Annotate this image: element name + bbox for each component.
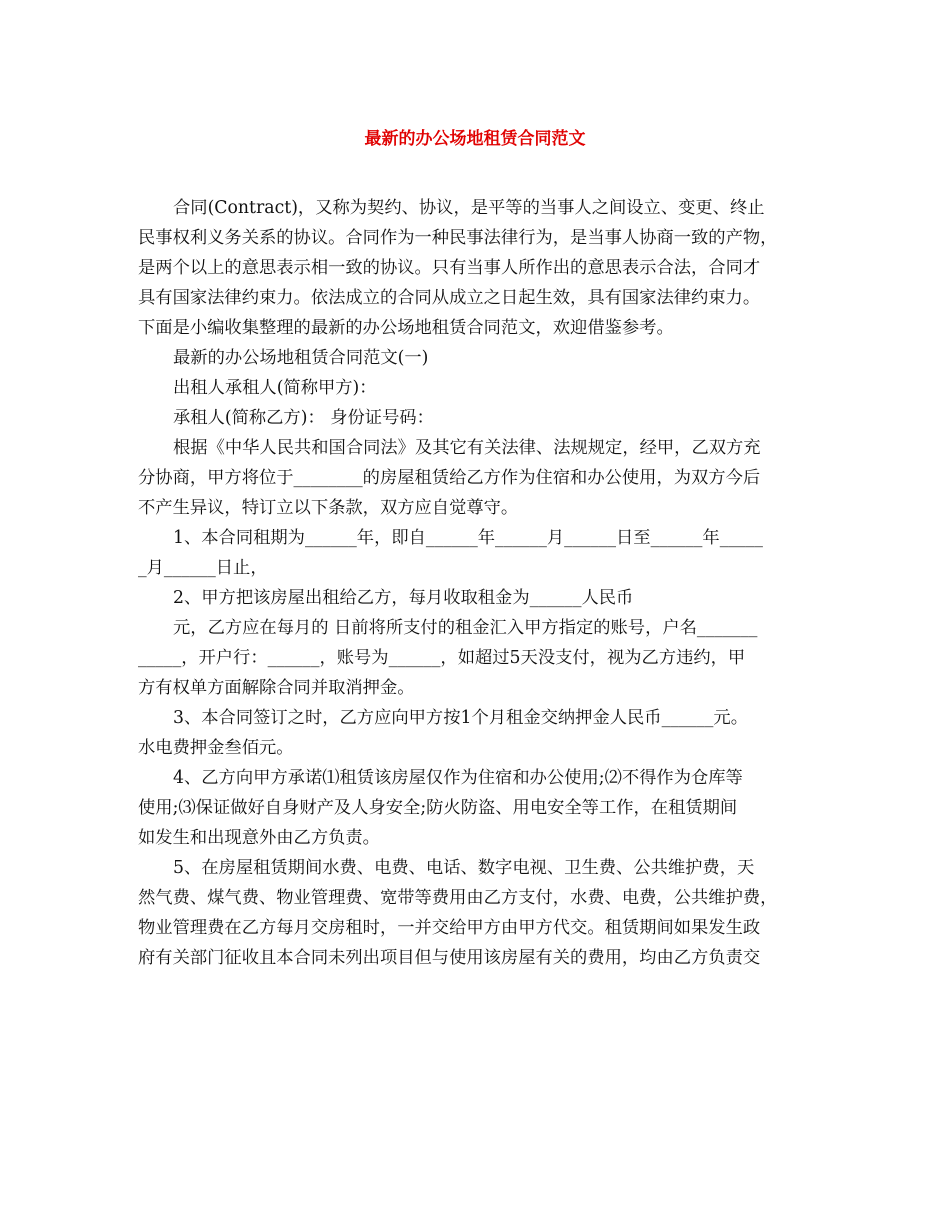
clause-line: 3、本合同签订之时，乙方应向甲方按1个月租金交纳押金人民币______元。 bbox=[173, 708, 748, 728]
paragraph-line: 具有国家法律约束力。依法成立的合同从成立之日起生效，具有国家法律约束力。 bbox=[138, 288, 761, 308]
clause-line: _____，开户行：______，账号为______，如超过5天没支付，视为乙方违约，甲 bbox=[138, 648, 746, 668]
clause-line: 4、乙方向甲方承诺⑴租赁该房屋仅作为住宿和办公使用;⑵不得作为仓库等 bbox=[173, 768, 743, 788]
party-b-line: 承租人(简称乙方)： 身份证号码： bbox=[173, 408, 434, 428]
clause-line: 2、甲方把该房屋出租给乙方，每月收取租金为______人民币 bbox=[173, 588, 634, 608]
clause-line: 府有关部门征收且本合同未列出项目但与使用该房屋有关的费用，均由乙方负责交 bbox=[138, 948, 761, 968]
paragraph-line: 合同(Contract)，又称为契约、协议，是平等的当事人之间设立、变更、终止 bbox=[173, 198, 765, 218]
paragraph-line: 是两个以上的意思表示相一致的协议。只有当事人所作出的意思表示合法，合同才 bbox=[138, 258, 761, 278]
clause-line: 水电费押金叁佰元。 bbox=[138, 738, 294, 758]
paragraph-line: 下面是小编收集整理的最新的办公场地租赁合同范文，欢迎借鉴参考。 bbox=[138, 318, 674, 338]
paragraph-line: 分协商，甲方将位于________的房屋租赁给乙方作为住宿和办公使用，为双方今后 bbox=[138, 468, 761, 488]
clause-line: 5、在房屋租赁期间水费、电费、电话、数字电视、卫生费、公共维护费，天 bbox=[173, 858, 755, 878]
document-title: 最新的办公场地租赁合同范文 bbox=[364, 129, 586, 149]
clause-line: 元，乙方应在每月的 日前将所支付的租金汇入甲方指定的账号，户名_______ bbox=[173, 618, 758, 638]
clause-line: 然气费、煤气费、物业管理费、宽带等费用由乙方支付，水费、电费，公共维护费， bbox=[138, 888, 778, 908]
section-heading: 最新的办公场地租赁合同范文(一) bbox=[173, 348, 429, 368]
clause-line: 1、本合同租期为______年，即自______年______月______日至______年_____ bbox=[173, 528, 763, 548]
paragraph-line: 不产生异议，特订立以下条款，双方应自觉尊守。 bbox=[138, 498, 519, 518]
clause-line: 使用;⑶保证做好自身财产及人身安全;防火防盗、用电安全等工作，在租赁期间 bbox=[138, 798, 738, 818]
clause-line: 如发生和出现意外由乙方负责。 bbox=[138, 828, 380, 848]
document-body bbox=[138, 193, 818, 973]
party-a-line: 出租人承租人(简称甲方)： bbox=[173, 378, 377, 398]
clause-line: 物业管理费在乙方每月交房租时，一并交给甲方由甲方代交。租赁期间如果发生政 bbox=[138, 918, 761, 938]
paragraph-line: 根据《中华人民共和国合同法》及其它有关法律、法规规定，经甲，乙双方充 bbox=[173, 438, 761, 458]
clause-line: _月______日止， bbox=[138, 558, 268, 578]
paragraph-line: 民事权利义务关系的协议。合同作为一种民事法律行为，是当事人协商一致的产物， bbox=[138, 228, 778, 248]
clause-line: 方有权单方面解除合同并取消押金。 bbox=[138, 678, 415, 698]
